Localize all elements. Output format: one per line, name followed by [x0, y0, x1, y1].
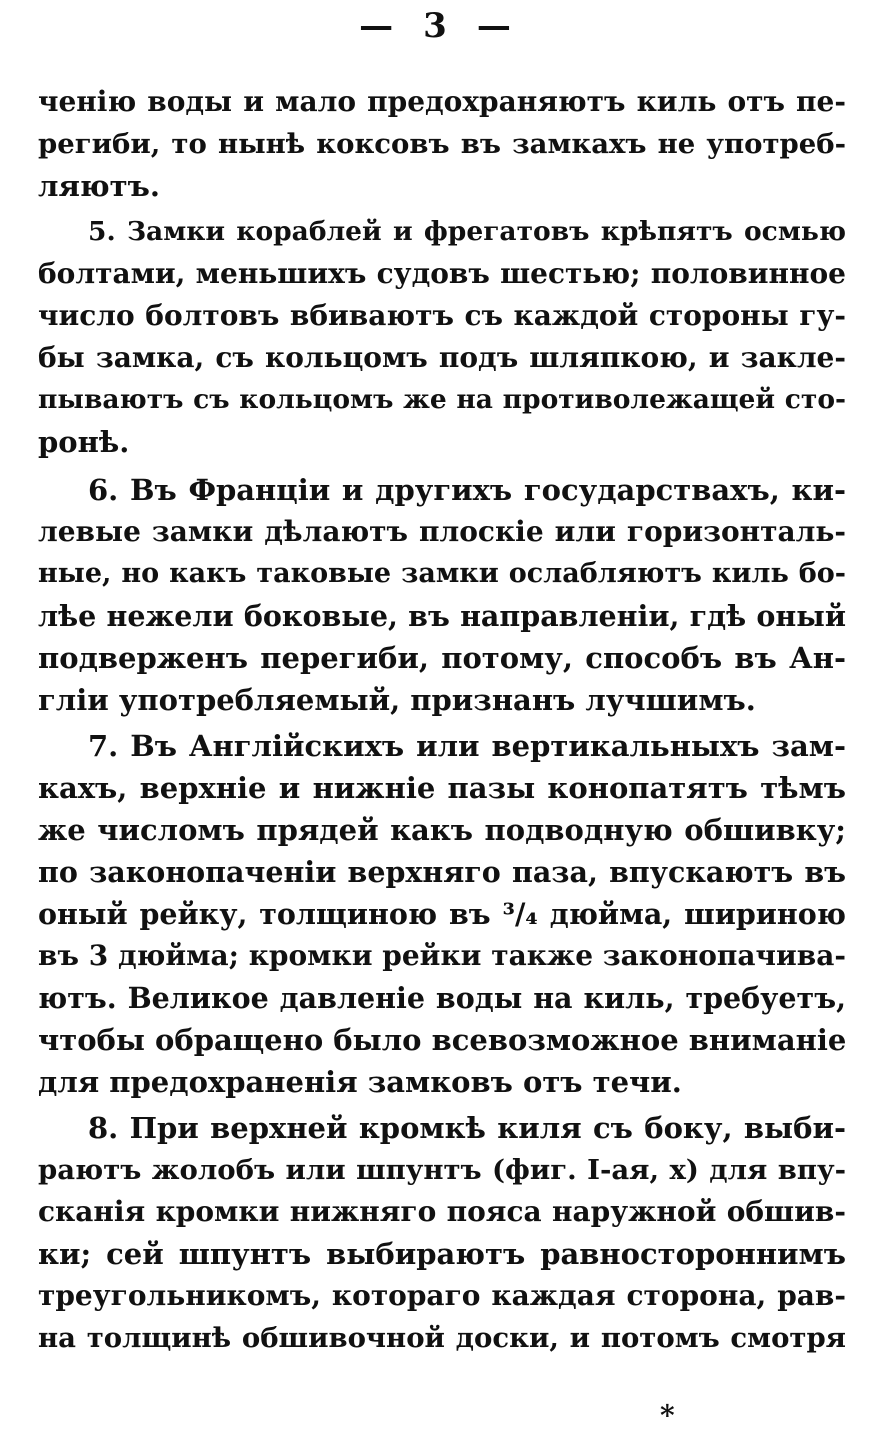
text-line: болтами, меньшихъ судовъ шестью; половинное — [38, 257, 846, 290]
text-line: треугольникомъ, котораго каждая сторона, рав- — [38, 1279, 846, 1312]
paragraph-8-start: 8. При верхней кромкѣ киля съ боку, выби- — [88, 1111, 846, 1145]
text-line: пываютъ съ кольцомъ же на противолежащей сто- — [38, 384, 846, 415]
signature-mark: * — [660, 1399, 675, 1432]
text-line: ляютъ. — [38, 169, 160, 203]
text-line: бы замка, съ кольцомъ подъ шляпкою, и закле- — [38, 341, 846, 374]
text-line: ченію воды и мало предохраняютъ киль отъ пе- — [38, 85, 846, 118]
page-header — [0, 6, 876, 46]
text-line: ронѣ. — [38, 425, 130, 459]
text-line: ные, но какъ таковые замки ослабляютъ киль бо- — [38, 558, 846, 589]
text-line: региби, то нынѣ коксовъ въ замкахъ не употреб- — [38, 128, 846, 160]
text-line: оный рейку, толщиною въ ³/₄ дюйма, шириною — [38, 897, 846, 931]
text-line: ютъ. Великое давленіе воды на киль, требуетъ, — [38, 981, 846, 1015]
header-dash-right: — — [476, 6, 517, 46]
text-line: лѣе нежели боковые, въ направленіи, гдѣ оный — [38, 599, 846, 633]
paragraph-5-start: 5. Замки кораблей и фрегатовъ крѣпятъ осмью — [88, 216, 846, 247]
text-line: чтобы обращено было всевозможное вниманіе — [38, 1023, 847, 1057]
text-line: раютъ жолобъ или шпунтъ (фиг. I-ая, x) для впу- — [38, 1154, 846, 1186]
text-line: левые замки дѣлаютъ плоскіе или горизонталь- — [38, 515, 846, 548]
paragraph-7-start: 7. Въ Англійскихъ или вертикальныхъ зам- — [88, 729, 846, 763]
text-line: въ 3 дюйма; кромки рейки также законопачива- — [38, 939, 846, 972]
paragraph-6-start: 6. Въ Франціи и другихъ государствахъ, ки- — [88, 473, 846, 507]
text-line: же числомъ прядей какъ подводную обшивку; — [38, 813, 846, 847]
page-number: 3 — [423, 6, 453, 46]
text-line: гліи употребляемый, признанъ лучшимъ. — [38, 683, 756, 717]
text-line: для предохраненія замковъ отъ течи. — [38, 1065, 682, 1099]
header-dash-left: — — [359, 6, 400, 46]
text-line: число болтовъ вбиваютъ съ каждой стороны гу- — [38, 299, 846, 332]
text-line: подверженъ перегиби, потому, способъ въ Ан- — [38, 641, 846, 675]
text-line: на толщинѣ обшивочной доски, и потомъ смотря — [38, 1322, 846, 1354]
text-line: по законопаченіи верхняго паза, впускаютъ въ — [38, 855, 846, 889]
text-line: кахъ, верхніе и нижніе пазы конопатятъ тѣмъ — [38, 771, 846, 805]
text-line: ки; сей шпунтъ выбираютъ равностороннимъ — [38, 1237, 846, 1271]
text-line: сканія кромки нижняго пояса наружной обшив- — [38, 1195, 846, 1228]
